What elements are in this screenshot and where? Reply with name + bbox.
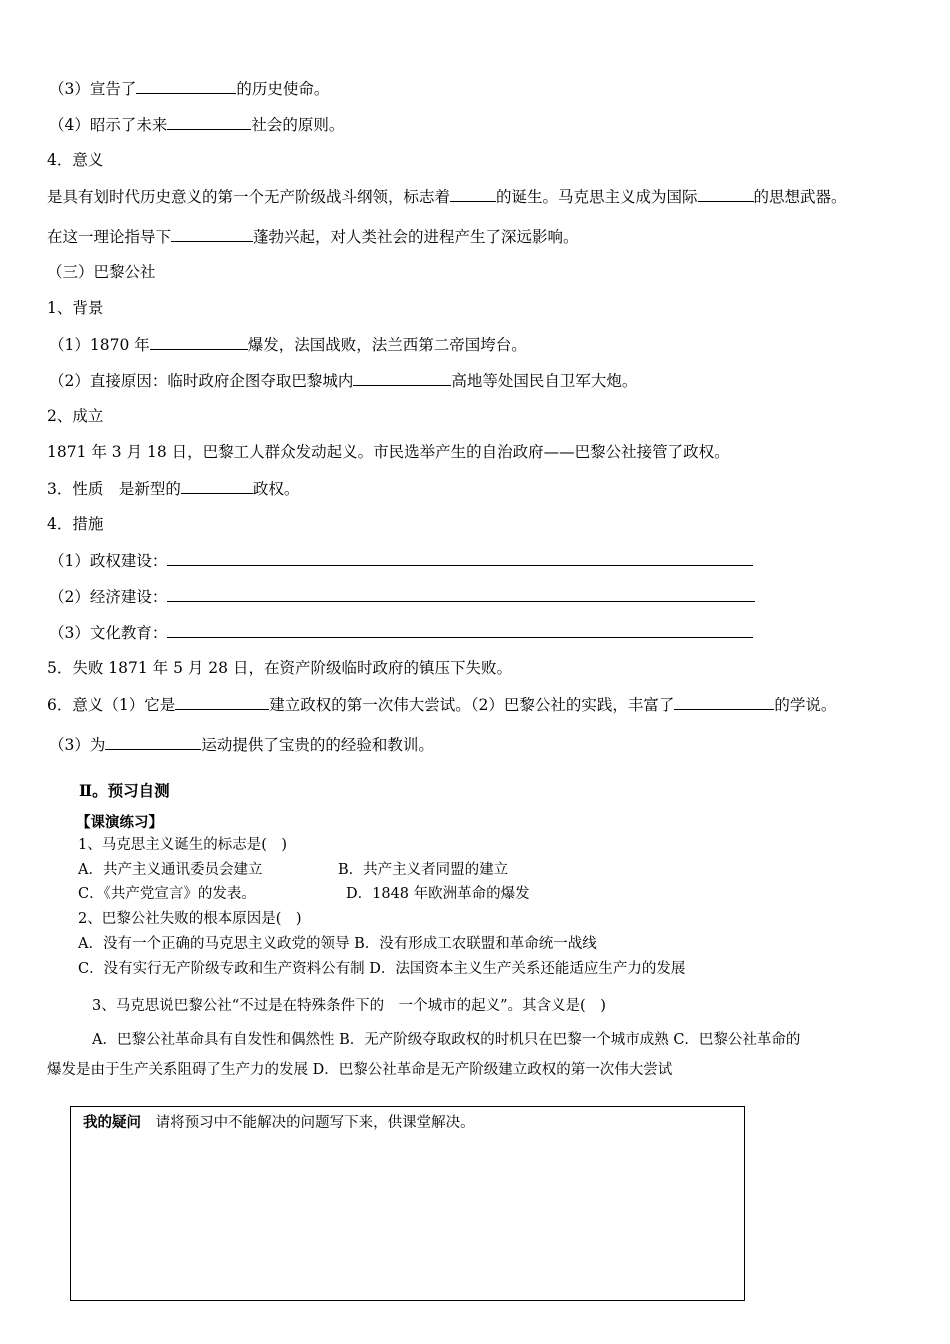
- line-background-1: （1）1870 年 爆发，法国战败，法兰西第二帝国垮台。: [49, 336, 527, 354]
- fill-blank[interactable]: [171, 226, 253, 242]
- question-1-option-c[interactable]: C．《共产党宣言》的发表。: [78, 886, 256, 902]
- question-3-options-line-2[interactable]: 爆发是由于生产关系阻碍了生产力的发展 D．巴黎公社革命是无产阶级建立政权的第一次伟大尝试: [47, 1062, 673, 1078]
- fill-blank[interactable]: [167, 550, 753, 566]
- question-1-option-b[interactable]: B．共产主义者同盟的建立: [338, 862, 509, 878]
- line-cultural-education: （3）文化教育：: [49, 622, 753, 643]
- fill-blank[interactable]: [150, 334, 248, 350]
- question-1: 1、马克思主义诞生的标志是( ): [78, 837, 288, 853]
- heading-significance: 4．意义: [47, 151, 104, 169]
- fill-blank[interactable]: [175, 694, 269, 710]
- question-2-options-ab[interactable]: A．没有一个正确的马克思主义政党的领导 B．没有形成工农联盟和革命统一战线: [78, 936, 597, 952]
- section-paris-commune: （三）巴黎公社: [47, 263, 156, 281]
- line-future-society: （4）昭示了未来 社会的原则。: [49, 116, 345, 134]
- question-2-options-cd[interactable]: C．没有实行无产阶级专政和生产资料公有制 D．法国资本主义生产关系还能适应生产力的发展: [78, 961, 686, 977]
- line-background-2: （2）直接原因：临时政府企图夺取巴黎城内 高地等处国民自卫军大炮。: [49, 372, 638, 390]
- my-questions-header: [83, 1113, 475, 1133]
- my-questions-title: 我的疑问: [83, 1114, 141, 1131]
- heading-measures: 4．措施: [47, 515, 104, 533]
- fill-blank[interactable]: [181, 478, 253, 494]
- fill-blank[interactable]: [450, 186, 496, 202]
- my-questions-box[interactable]: [70, 1106, 745, 1301]
- line-commune-lessons: （3）为 运动提供了宝贵的的经验和教训。: [49, 736, 434, 754]
- line-declared-mission: （3）宣告了 的历史使命。: [49, 80, 330, 98]
- fill-blank[interactable]: [674, 694, 774, 710]
- my-questions-instruction: 请将预习中不能解决的问题写下来，供课堂解决。: [155, 1115, 475, 1131]
- line-theory-guidance: 在这一理论指导下 蓬勃兴起，对人类社会的进程产生了深远影响。: [47, 228, 579, 246]
- line-establishment-body: 1871 年 3 月 18 日，巴黎工人群众发动起义。市民选举产生的自治政府——巴黎公社接管了政权。: [47, 443, 730, 461]
- line-failure: 5．失败 1871 年 5 月 28 日，在资产阶级临时政府的镇压下失败。: [47, 659, 512, 677]
- fill-blank[interactable]: [698, 186, 754, 202]
- line-significance-body: 是具有划时代历史意义的第一个无产阶级战斗纲领，标志着 的诞生。马克思主义成为国际 的思想武器。: [47, 188, 847, 206]
- line-commune-significance: 6．意义（1）它是 建立政权的第一次伟大尝试。（2）巴黎公社的实践，丰富了 的学说。: [47, 696, 837, 714]
- fill-blank[interactable]: [353, 370, 451, 386]
- line-economic-construction: （2）经济建设：: [49, 586, 755, 607]
- line-political-construction: （1）政权建设：: [49, 550, 753, 571]
- fill-blank[interactable]: [136, 78, 236, 94]
- question-2: 2、巴黎公社失败的根本原因是( ): [78, 911, 302, 927]
- line-nature: 3．性质 是新型的 政权。: [47, 480, 300, 498]
- question-3-options-line-1[interactable]: A．巴黎公社革命具有自发性和偶然性 B．无产阶级夺取政权的时机只在巴黎一个城市成熟 C．巴黎公社革命的: [92, 1032, 801, 1048]
- question-1-option-d[interactable]: D．1848 年欧洲革命的爆发: [346, 886, 530, 902]
- fill-blank[interactable]: [167, 114, 251, 130]
- section-practice: 【课演练习】: [76, 814, 163, 831]
- heading-background: 1、背景: [47, 299, 104, 317]
- question-1-option-a[interactable]: A．共产主义通讯委员会建立: [78, 862, 263, 878]
- heading-establishment: 2、成立: [47, 407, 104, 425]
- fill-blank[interactable]: [105, 734, 201, 750]
- fill-blank[interactable]: [167, 586, 755, 602]
- question-3: 3、马克思说巴黎公社“不过是在特殊条件下的 一个城市的起义”。其含义是( ): [92, 998, 606, 1014]
- section-self-test: Ⅱ。预习自测: [79, 781, 170, 800]
- fill-blank[interactable]: [167, 622, 753, 638]
